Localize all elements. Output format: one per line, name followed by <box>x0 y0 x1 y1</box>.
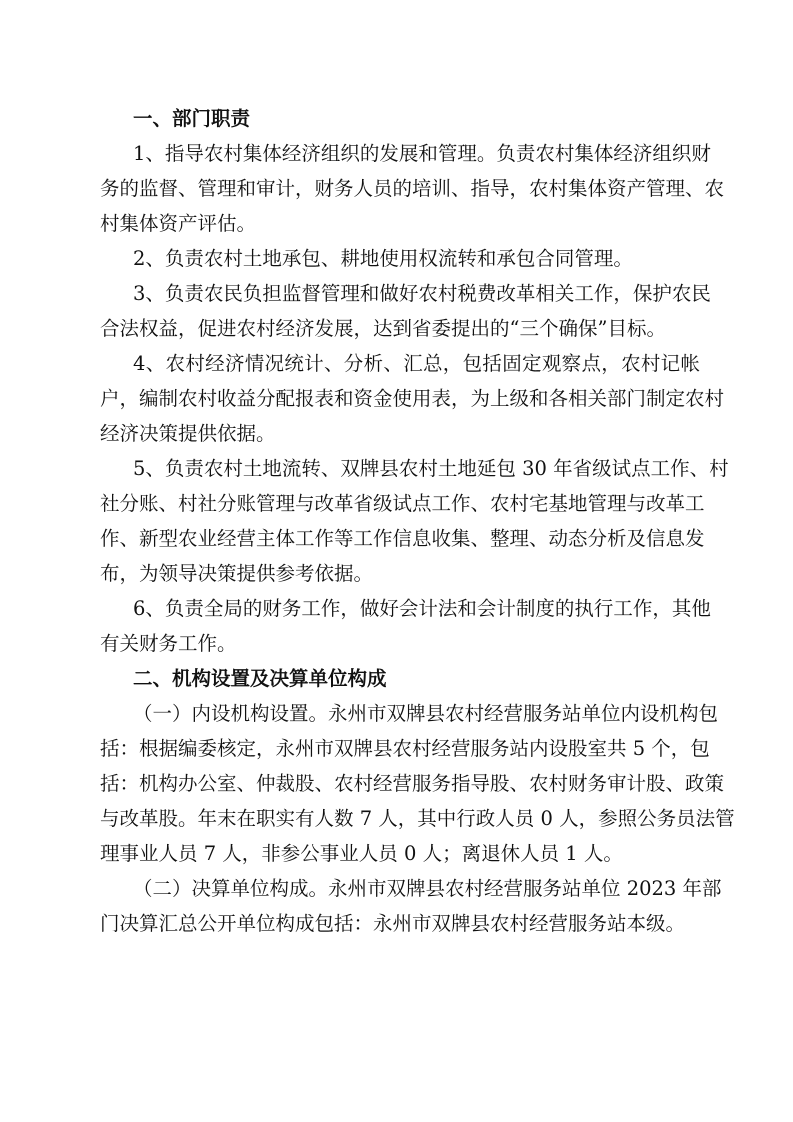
paragraph <box>100 136 725 241</box>
paragraph-line: 村集体资产评估。 <box>100 212 257 235</box>
paragraph <box>100 451 729 591</box>
paragraph-line: 5、负责农村土地流转、双牌县农村土地延包 30 年省级试点工作、村 <box>133 457 729 480</box>
paragraph-line: 2、负责农村土地承包、耕地使用权流转和承包合同管理。 <box>133 247 633 270</box>
section-heading: 一、部门职责 <box>133 107 251 130</box>
paragraph <box>100 241 700 276</box>
paragraph <box>100 871 722 941</box>
section-heading: 二、机构设置及决算单位构成 <box>133 667 387 690</box>
paragraph <box>100 591 711 661</box>
paragraph <box>100 696 735 871</box>
paragraph-line: 6、负责全局的财务工作，做好会计法和会计制度的执行工作，其他 <box>133 597 711 620</box>
paragraph-line: 作、新型农业经营主体工作等工作信息收集、整理、动态分析及信息发 <box>100 527 705 550</box>
paragraph-line: 布，为领导决策提供参考依据。 <box>100 562 374 585</box>
paragraph-line: 括：根据编委核定，永州市双牌县农村经营服务站内设股室共 5 个，包 <box>100 737 710 760</box>
paragraph-line: 门决算汇总公开单位构成包括：永州市双牌县农村经营服务站本级。 <box>100 912 686 935</box>
paragraph-line: 理事业人员 7 人，非参公事业人员 0 人；离退休人员 1 人。 <box>100 842 623 865</box>
paragraph-line: 有关财务工作。 <box>100 632 237 655</box>
paragraph-line: （一）内设机构设置。永州市双牌县农村经营服务站单位内设机构包 <box>133 702 719 725</box>
paragraph-line: 3、负责农民负担监督管理和做好农村税费改革相关工作，保护农民 <box>133 282 711 305</box>
paragraph-line: 社分账、村社分账管理与改革省级试点工作、农村宅基地管理与改革工 <box>100 492 705 515</box>
paragraph-line: 务的监督、管理和审计，财务人员的培训、指导，农村集体资产管理、农 <box>100 177 725 200</box>
paragraph-line: 括：机构办公室、仲裁股、农村经营服务指导股、农村财务审计股、政策 <box>100 772 725 795</box>
paragraph-line: 4、农村经济情况统计、分析、汇总，包括固定观察点，农村记帐 <box>133 352 700 375</box>
document-page <box>100 101 735 941</box>
paragraph-line: 与改革股。年末在职实有人数 7 人，其中行政人员 0 人，参照公务员法管 <box>100 807 735 830</box>
paragraph-line: 经济决策提供依据。 <box>100 422 276 445</box>
paragraph-line: （二）决算单位构成。永州市双牌县农村经营服务站单位 2023 年部 <box>133 877 722 900</box>
paragraph-line: 户，编制农村收益分配报表和资金使用表，为上级和各相关部门制定农村 <box>100 387 725 410</box>
paragraph <box>100 276 711 346</box>
paragraph <box>100 346 725 451</box>
paragraph-line: 1、指导农村集体经济组织的发展和管理。负责农村集体经济组织财 <box>133 142 711 165</box>
paragraph-line: 合法权益，促进农村经济发展，达到省委提出的“三个确保”目标。 <box>100 317 666 340</box>
